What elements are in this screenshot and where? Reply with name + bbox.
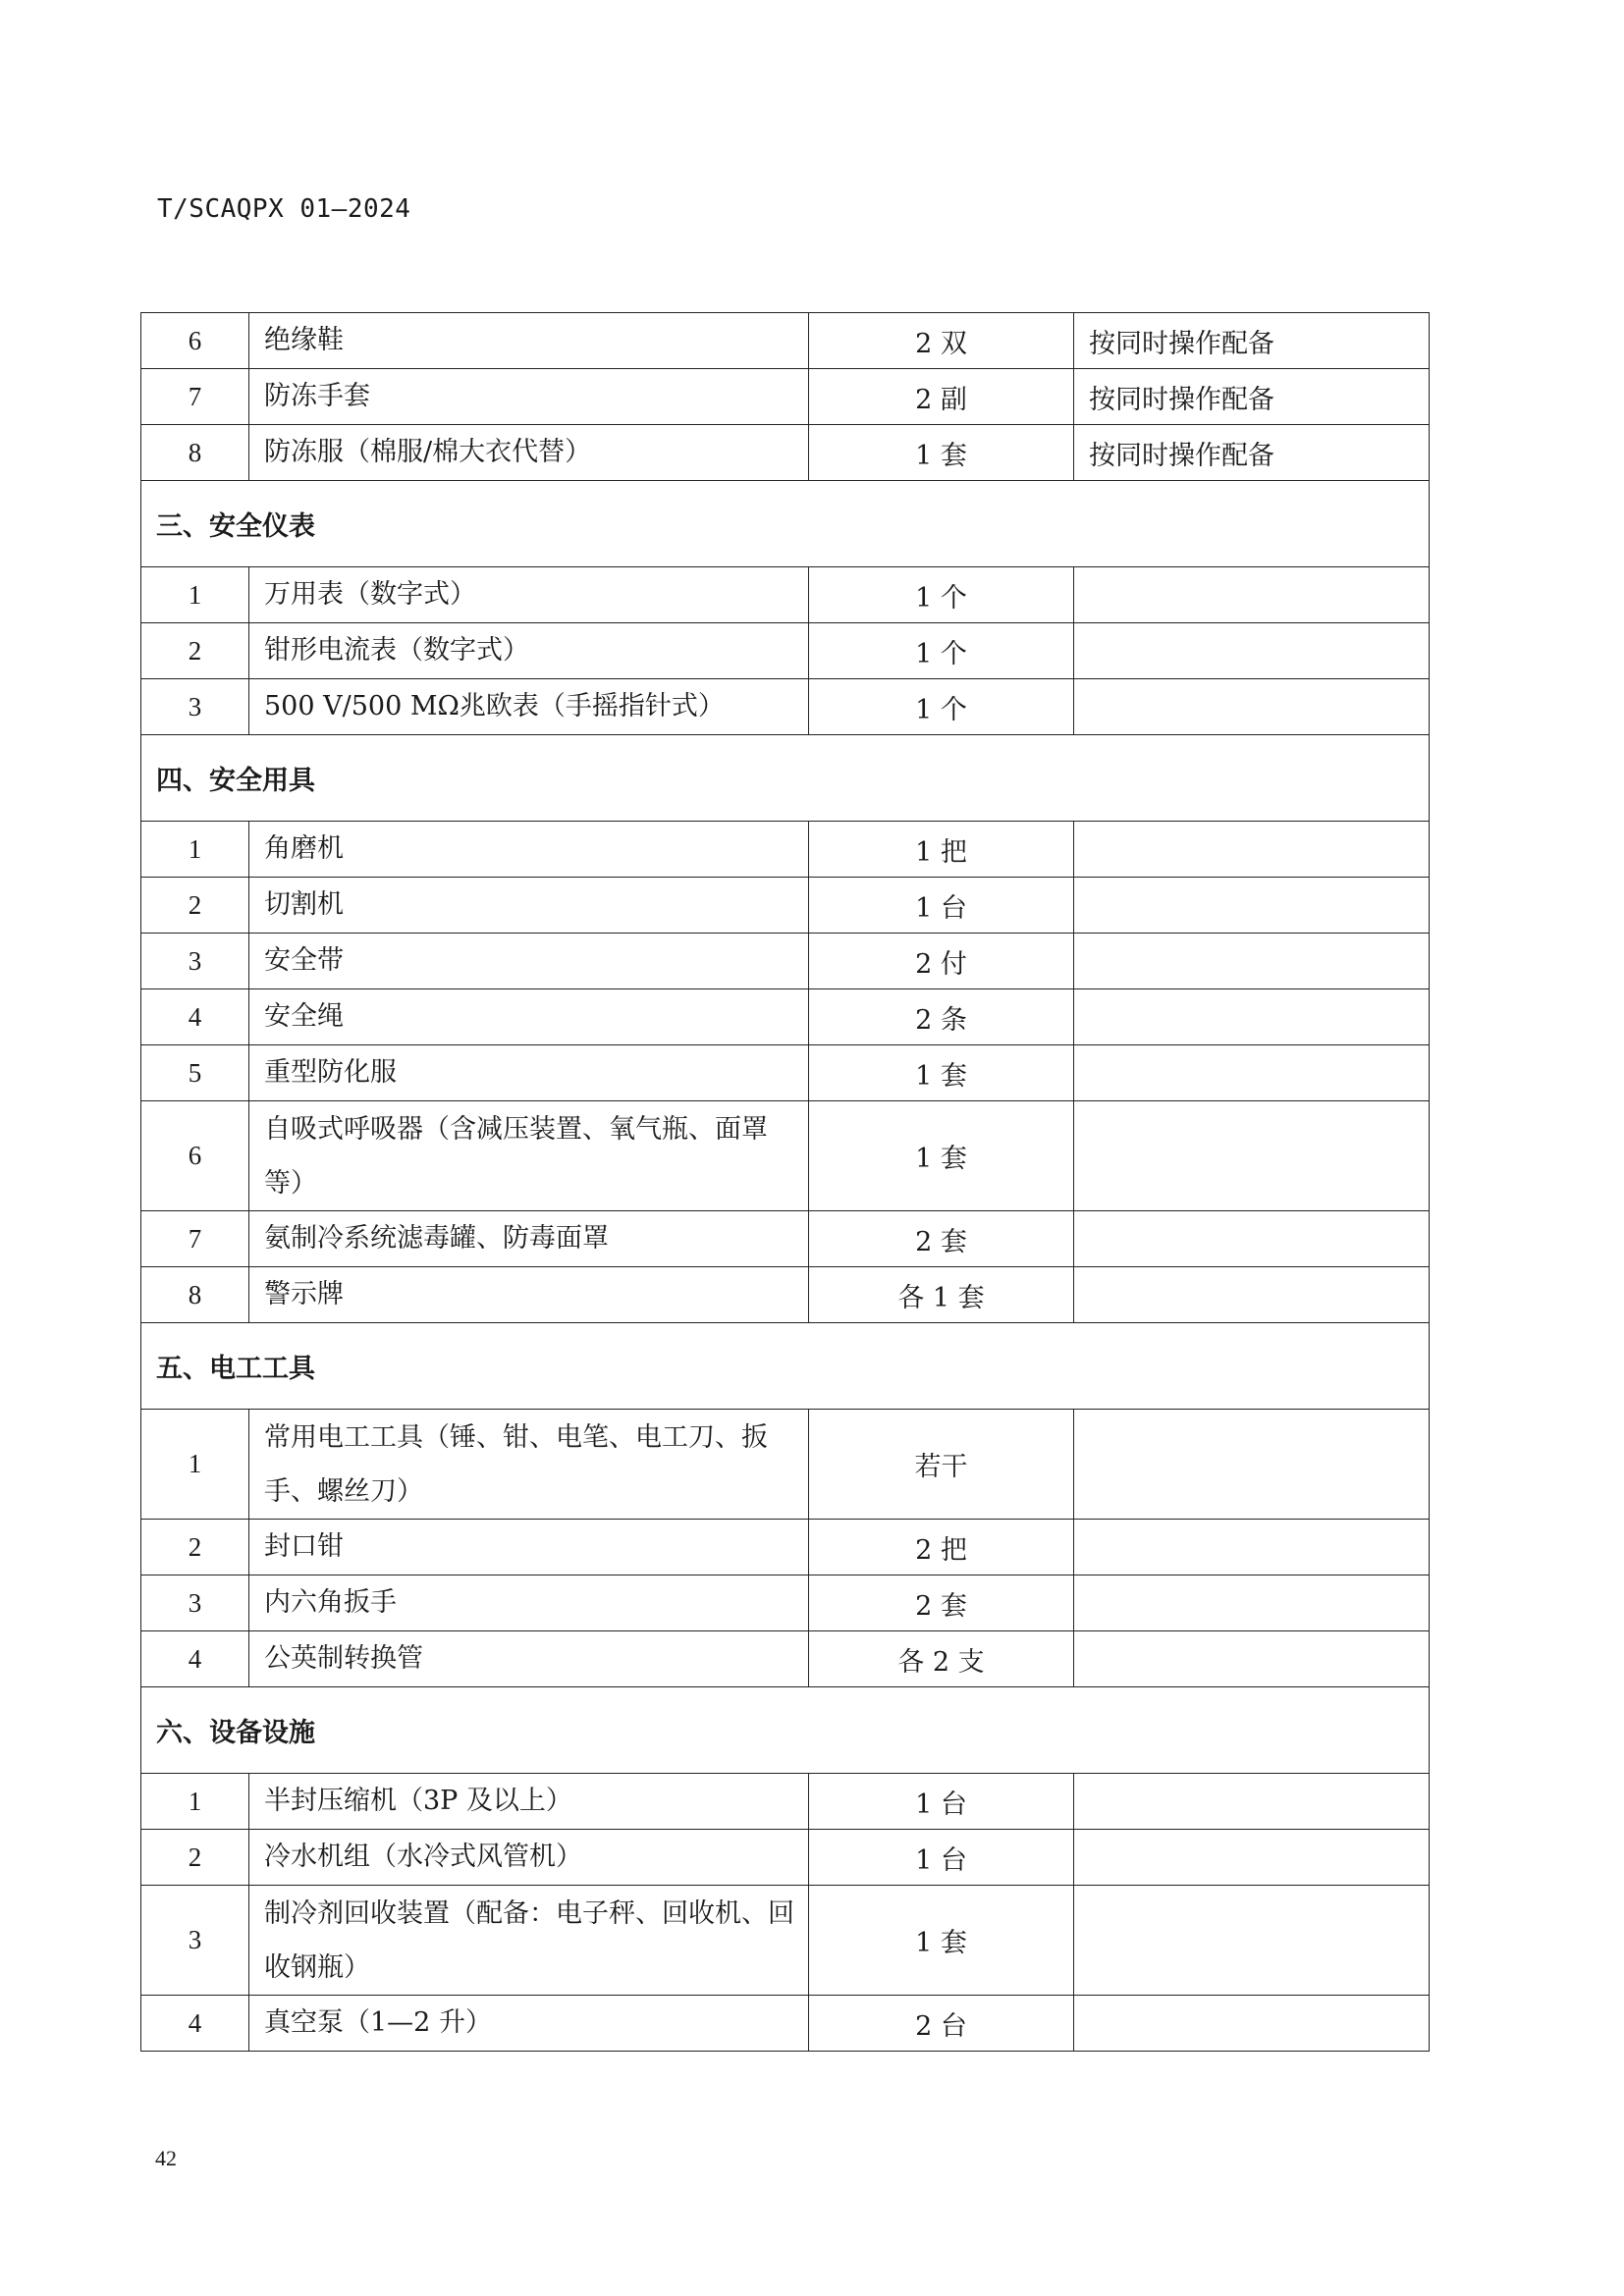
quantity-cell: 2 副 [809, 369, 1074, 425]
table-row [141, 369, 1430, 425]
quantity-cell: 2 条 [809, 989, 1074, 1045]
section-title: 六、设备设施 [141, 1687, 1430, 1774]
remark-cell [1074, 1267, 1430, 1323]
table-row [141, 567, 1430, 623]
item-name-cell: 500 V/500 MΩ兆欧表（手摇指针式） [249, 679, 809, 735]
quantity-cell: 若干 [809, 1410, 1074, 1520]
item-name-cell: 常用电工工具（锤、钳、电笔、电工刀、扳手、螺丝刀） [249, 1410, 809, 1520]
table-row [141, 1410, 1430, 1520]
item-name-cell: 自吸式呼吸器（含减压装置、氧气瓶、面罩等） [249, 1101, 809, 1211]
table-row [141, 1886, 1430, 1996]
row-number-cell: 6 [141, 313, 249, 369]
quantity-cell: 1 把 [809, 822, 1074, 878]
row-number-cell: 3 [141, 679, 249, 735]
section-title: 三、安全仪表 [141, 481, 1430, 567]
item-name-cell: 内六角扳手 [249, 1575, 809, 1631]
remark-cell: 按同时操作配备 [1074, 313, 1430, 369]
quantity-cell: 1 台 [809, 878, 1074, 934]
remark-cell [1074, 822, 1430, 878]
remark-cell [1074, 1211, 1430, 1267]
quantity-cell: 1 套 [809, 1101, 1074, 1211]
row-number-cell: 2 [141, 1520, 249, 1575]
item-name-cell: 冷水机组（水冷式风管机） [249, 1830, 809, 1886]
table-row [141, 1996, 1430, 2052]
equipment-table [140, 312, 1430, 2052]
table-row [141, 1830, 1430, 1886]
table-row [141, 1575, 1430, 1631]
quantity-cell: 1 个 [809, 623, 1074, 679]
item-name-cell: 氨制冷系统滤毒罐、防毒面罩 [249, 1211, 809, 1267]
row-number-cell: 1 [141, 1410, 249, 1520]
remark-cell [1074, 989, 1430, 1045]
quantity-cell: 2 台 [809, 1996, 1074, 2052]
quantity-cell: 2 套 [809, 1575, 1074, 1631]
remark-cell [1074, 1101, 1430, 1211]
quantity-cell: 1 套 [809, 1886, 1074, 1996]
table-row [141, 623, 1430, 679]
row-number-cell: 3 [141, 934, 249, 989]
section-row [141, 1323, 1430, 1410]
item-name-cell: 安全绳 [249, 989, 809, 1045]
item-name-cell: 真空泵（1—2 升） [249, 1996, 809, 2052]
table-row [141, 822, 1430, 878]
page-number: 42 [155, 2146, 177, 2170]
remark-cell [1074, 1045, 1430, 1101]
row-number-cell: 1 [141, 822, 249, 878]
section-title: 五、电工工具 [141, 1323, 1430, 1410]
section-row [141, 735, 1430, 822]
remark-cell [1074, 1575, 1430, 1631]
table-row [141, 425, 1430, 481]
section-row [141, 1687, 1430, 1774]
row-number-cell: 8 [141, 1267, 249, 1323]
remark-cell [1074, 679, 1430, 735]
row-number-cell: 2 [141, 878, 249, 934]
table-row [141, 1101, 1430, 1211]
quantity-cell: 各 1 套 [809, 1267, 1074, 1323]
row-number-cell: 1 [141, 567, 249, 623]
quantity-cell: 1 台 [809, 1774, 1074, 1830]
remark-cell [1074, 1996, 1430, 2052]
table-row [141, 878, 1430, 934]
row-number-cell: 4 [141, 989, 249, 1045]
remark-cell [1074, 567, 1430, 623]
row-number-cell: 4 [141, 1631, 249, 1687]
item-name-cell: 封口钳 [249, 1520, 809, 1575]
item-name-cell: 切割机 [249, 878, 809, 934]
item-name-cell: 公英制转换管 [249, 1631, 809, 1687]
row-number-cell: 2 [141, 623, 249, 679]
row-number-cell: 3 [141, 1886, 249, 1996]
row-number-cell: 8 [141, 425, 249, 481]
quantity-cell: 1 个 [809, 679, 1074, 735]
item-name-cell: 安全带 [249, 934, 809, 989]
table-row [141, 1211, 1430, 1267]
remark-cell [1074, 934, 1430, 989]
table-row [141, 1520, 1430, 1575]
equipment-table-body [141, 313, 1430, 2052]
quantity-cell: 1 套 [809, 1045, 1074, 1101]
item-name-cell: 重型防化服 [249, 1045, 809, 1101]
item-name-cell: 制冷剂回收装置（配备：电子秤、回收机、回收钢瓶） [249, 1886, 809, 1996]
item-name-cell: 防冻手套 [249, 369, 809, 425]
quantity-cell: 各 2 支 [809, 1631, 1074, 1687]
remark-cell [1074, 1774, 1430, 1830]
item-name-cell: 万用表（数字式） [249, 567, 809, 623]
remark-cell [1074, 1410, 1430, 1520]
quantity-cell: 2 双 [809, 313, 1074, 369]
row-number-cell: 1 [141, 1774, 249, 1830]
document-code: T/SCAQPX 01—2024 [157, 194, 411, 224]
item-name-cell: 警示牌 [249, 1267, 809, 1323]
item-name-cell: 防冻服（棉服/棉大衣代替） [249, 425, 809, 481]
quantity-cell: 2 套 [809, 1211, 1074, 1267]
table-row [141, 1267, 1430, 1323]
row-number-cell: 2 [141, 1830, 249, 1886]
row-number-cell: 7 [141, 369, 249, 425]
table-row [141, 934, 1430, 989]
item-name-cell: 绝缘鞋 [249, 313, 809, 369]
quantity-cell: 1 台 [809, 1830, 1074, 1886]
row-number-cell: 4 [141, 1996, 249, 2052]
table-row [141, 1631, 1430, 1687]
table-row [141, 1774, 1430, 1830]
section-title: 四、安全用具 [141, 735, 1430, 822]
section-row [141, 481, 1430, 567]
row-number-cell: 5 [141, 1045, 249, 1101]
row-number-cell: 3 [141, 1575, 249, 1631]
quantity-cell: 2 付 [809, 934, 1074, 989]
remark-cell: 按同时操作配备 [1074, 369, 1430, 425]
table-row [141, 1045, 1430, 1101]
quantity-cell: 2 把 [809, 1520, 1074, 1575]
row-number-cell: 7 [141, 1211, 249, 1267]
item-name-cell: 钳形电流表（数字式） [249, 623, 809, 679]
remark-cell [1074, 1520, 1430, 1575]
remark-cell [1074, 1830, 1430, 1886]
quantity-cell: 1 个 [809, 567, 1074, 623]
quantity-cell: 1 套 [809, 425, 1074, 481]
remark-cell: 按同时操作配备 [1074, 425, 1430, 481]
item-name-cell: 半封压缩机（3P 及以上） [249, 1774, 809, 1830]
remark-cell [1074, 878, 1430, 934]
remark-cell [1074, 623, 1430, 679]
table-row [141, 989, 1430, 1045]
item-name-cell: 角磨机 [249, 822, 809, 878]
row-number-cell: 6 [141, 1101, 249, 1211]
table-row [141, 313, 1430, 369]
table-row [141, 679, 1430, 735]
remark-cell [1074, 1631, 1430, 1687]
remark-cell [1074, 1886, 1430, 1996]
